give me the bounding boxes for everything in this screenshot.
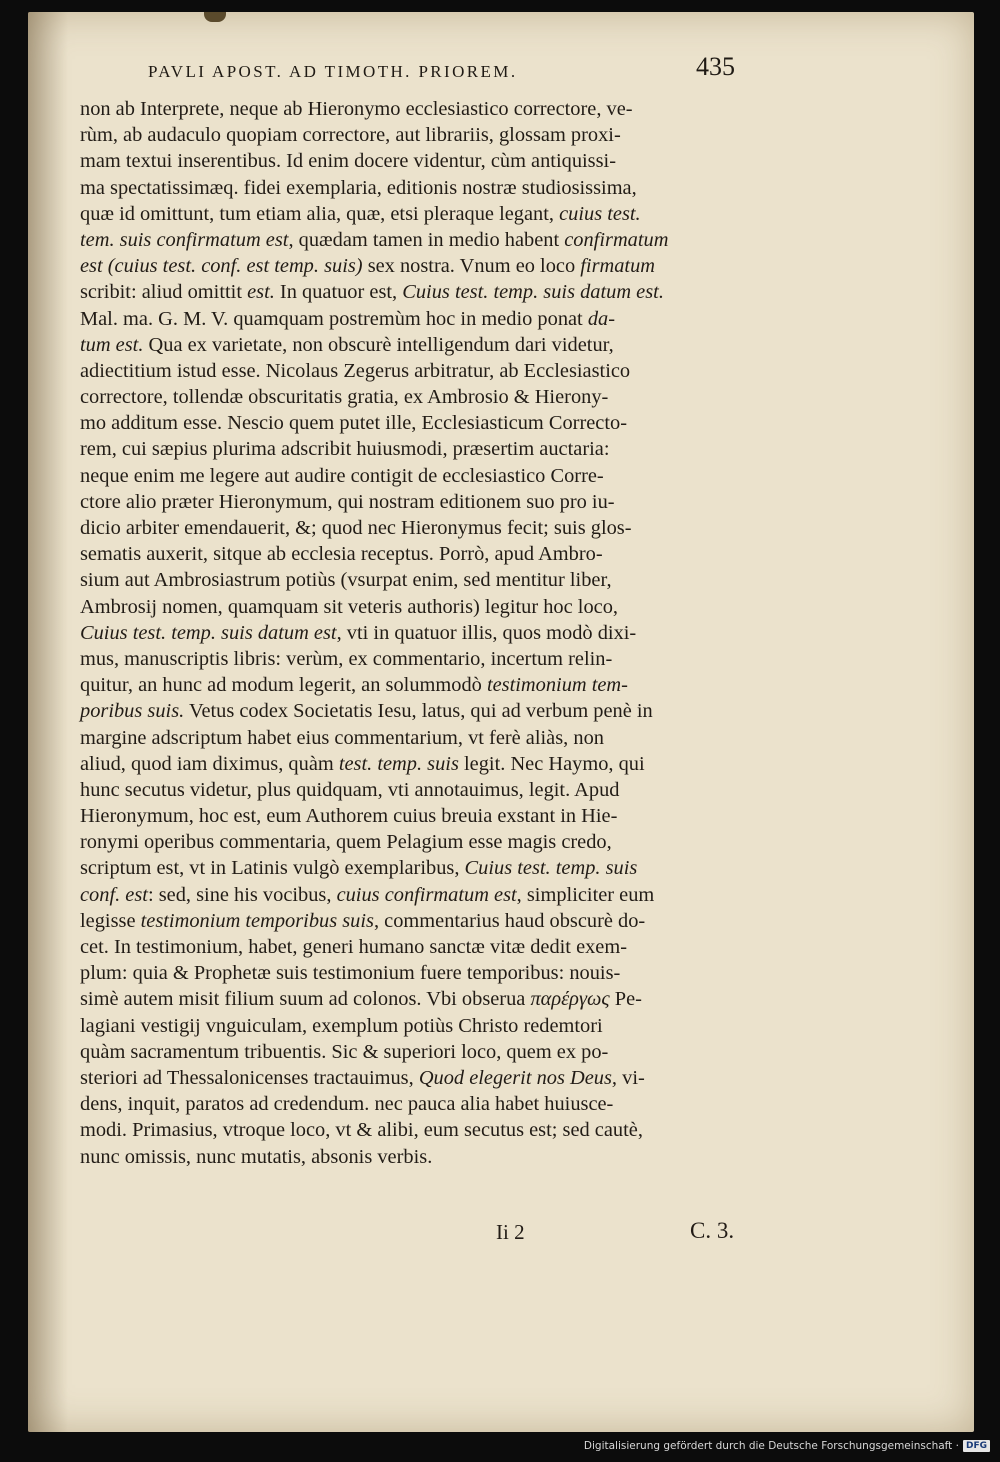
text-line xyxy=(80,594,752,620)
italic-run: cuius confirmatum est xyxy=(336,883,517,906)
text-line xyxy=(80,751,752,777)
text-line xyxy=(80,908,752,934)
text-run: rem, cui sæpius plurima adscribit huiusmodi, præsertim auctaria: xyxy=(80,438,610,461)
text-line xyxy=(80,201,752,227)
text-line xyxy=(80,332,752,358)
text-run: : sed, sine his vocibus, xyxy=(147,883,337,906)
text-run: quàm sacramentum tribuentis. Sic & superiori loco, quem ex po- xyxy=(80,1040,609,1063)
text-line xyxy=(80,672,752,698)
text-line xyxy=(80,227,752,253)
scanned-page xyxy=(28,12,974,1432)
italic-run: Cuius test. temp. suis datum est. xyxy=(402,281,664,304)
text-line xyxy=(80,463,752,489)
text-line xyxy=(80,960,752,986)
text-line xyxy=(80,96,752,122)
italic-run: Cuius test. temp. suis xyxy=(464,857,638,880)
text-line xyxy=(80,436,752,462)
text-line xyxy=(80,620,752,646)
credit-text: Digitalisierung gefördert durch die Deutsche Forschungsgemeinschaft · xyxy=(583,1440,959,1452)
text-line xyxy=(80,882,752,908)
text-line xyxy=(80,1144,752,1170)
italic-run: confirmatum xyxy=(564,228,669,251)
running-head: PAVLI APOST. AD TIMOTH. PRIOREM. xyxy=(148,62,518,81)
text-run: plum: quia & Prophetæ suis testimonium fuere temporibus: nouis- xyxy=(80,962,621,985)
text-run: Pe- xyxy=(609,988,642,1011)
text-line xyxy=(80,829,752,855)
signature-mark: Ii 2 xyxy=(496,1220,525,1244)
text-line xyxy=(80,148,752,174)
text-line xyxy=(80,725,752,751)
text-run: scribit: aliud omittit xyxy=(80,281,248,304)
text-run: legisse xyxy=(80,909,141,932)
italic-run: conf. est xyxy=(80,883,148,906)
italic-run: test. temp. suis xyxy=(338,752,459,775)
text-line xyxy=(80,306,752,332)
text-run: mus, manuscriptis libris: verùm, ex commentario, incertum relin- xyxy=(80,647,613,670)
text-line xyxy=(80,279,752,305)
text-run: sematis auxerit, sitque ab ecclesia receptus. Porrò, apud Ambro- xyxy=(80,543,603,566)
text-run: ma spectatissimæq. fidei exemplaria, editionis nostræ studiosissima, xyxy=(80,176,637,199)
text-line xyxy=(80,175,752,201)
text-line xyxy=(80,855,752,881)
text-line xyxy=(80,541,752,567)
text-run: mam textui inserentibus. Id enim docere videntur, cùm antiquissi- xyxy=(80,150,617,173)
text-line xyxy=(80,698,752,724)
text-run: steriori ad Thessalonicenses tractauimus, xyxy=(80,1066,419,1089)
text-run: lagiani vestigij vnguiculam, exemplum potiùs Christo redemtori xyxy=(80,1014,603,1037)
italic-run: Quod elegerit nos Deus, xyxy=(418,1066,618,1089)
text-run: nunc omissis, nunc mutatis, absonis verbis. xyxy=(80,1145,433,1168)
text-line xyxy=(80,410,752,436)
page-number: 435 xyxy=(696,52,735,81)
body-text xyxy=(80,96,752,1170)
text-line xyxy=(80,777,752,803)
text-line xyxy=(80,1065,752,1091)
page-binding-nail xyxy=(204,12,226,22)
text-run: Ambrosij nomen, quamquam sit veteris authoris) legitur hoc loco, xyxy=(80,595,618,618)
italic-run: cuius test. xyxy=(559,202,641,225)
text-run: scriptum est, vt in Latinis vulgò exemplaribus, xyxy=(80,857,465,880)
text-run: ctore alio præter Hieronymum, qui nostram editionem suo pro iu- xyxy=(80,490,615,513)
text-run: , simpliciter eum xyxy=(516,883,655,906)
digitization-credit xyxy=(584,1440,990,1452)
text-line xyxy=(80,803,752,829)
italic-run: Cuius test. temp. suis datum est xyxy=(80,621,337,644)
italic-run: παρέργως xyxy=(530,988,610,1011)
italic-run: testimonium tem- xyxy=(486,674,628,697)
italic-run: da- xyxy=(587,307,616,330)
text-run: legit. Nec Haymo, qui xyxy=(458,752,645,775)
text-line xyxy=(80,1039,752,1065)
text-run: , vti in quatuor illis, quos modò dixi- xyxy=(336,621,637,644)
text-line xyxy=(80,384,752,410)
text-run: quæ id omittunt, tum etiam alia, quæ, etsi pleraque legant, xyxy=(80,202,560,225)
text-run: Qua ex varietate, non obscurè intelligendum dari videtur, xyxy=(143,333,614,356)
italic-run: tem. suis confirmatum est xyxy=(80,228,289,251)
text-run: cet. In testimonium, habet, generi humano sanctæ vitæ dedit exem- xyxy=(80,936,628,958)
text-run: adiectitium istud esse. Nicolaus Zegerus arbitratur, ab Ecclesiastico xyxy=(80,359,631,382)
text-run: vi- xyxy=(617,1066,645,1089)
text-line xyxy=(80,358,752,384)
text-run: neque enim me legere aut audire contigit de ecclesiastico Corre- xyxy=(80,464,604,487)
text-line xyxy=(80,934,752,960)
text-line xyxy=(80,253,752,279)
catchword: C. 3. xyxy=(690,1218,735,1243)
italic-run: est (cuius test. conf. est temp. suis) xyxy=(80,255,363,278)
italic-run: firmatum xyxy=(580,255,656,278)
text-run: quitur, an hunc ad modum legerit, an solummodò xyxy=(80,674,487,697)
text-line xyxy=(80,122,752,148)
text-line xyxy=(80,1013,752,1039)
italic-run: poribus suis. xyxy=(80,700,185,723)
italic-run: est. xyxy=(247,281,275,304)
text-line xyxy=(80,1091,752,1117)
text-run: , quædam tamen in medio habent xyxy=(288,228,565,251)
text-run: hunc secutus videtur, plus quidquam, vti annotauimus, legit. Apud xyxy=(80,778,620,801)
italic-run: tum est. xyxy=(80,333,144,356)
text-line xyxy=(80,515,752,541)
text-line xyxy=(80,986,752,1012)
text-run: sium aut Ambrosiastrum potiùs (vsurpat enim, sed mentitur liber, xyxy=(80,569,612,592)
text-run: , commentarius haud obscurè do- xyxy=(373,909,646,932)
text-run: correctore, tollendæ obscuritatis gratia, ex Ambrosio & Hierony- xyxy=(80,386,609,409)
text-run: Mal. ma. G. M. V. quamquam postremùm hoc in medio ponat xyxy=(80,307,588,330)
text-run: aliud, quod iam diximus, quàm xyxy=(80,752,339,775)
text-run: margine adscriptum habet eius commentarium, vt ferè aliàs, non xyxy=(80,726,604,749)
text-run: Vetus codex Societatis Iesu, latus, qui ad verbum penè in xyxy=(184,700,653,723)
text-run: modi. Primasius, vtroque loco, vt & alibi, eum secutus est; sed cautè, xyxy=(80,1119,643,1142)
dfg-logo: DFG xyxy=(963,1440,990,1452)
text-run: rùm, ab audaculo quopiam correctore, aut librariis, glossam proxi- xyxy=(80,124,621,147)
text-run: In quatuor est, xyxy=(274,281,403,304)
italic-run: testimonium temporibus suis xyxy=(140,909,374,932)
text-run: sex nostra. Vnum eo loco xyxy=(362,255,581,278)
text-run: dicio arbiter emendauerit, &; quod nec Hieronymus fecit; suis glos- xyxy=(80,517,632,539)
text-line xyxy=(80,646,752,672)
text-run: ronymi operibus commentaria, quem Pelagium esse magis credo, xyxy=(80,831,612,854)
text-line xyxy=(80,489,752,515)
text-line xyxy=(80,1117,752,1143)
text-run: mo additum esse. Nescio quem putet ille, Ecclesiasticum Correcto- xyxy=(80,412,627,435)
text-run: Hieronymum, hoc est, eum Authorem cuius breuia exstant in Hie- xyxy=(80,805,618,828)
text-run: simè autem misit filium suum ad colonos. Vbi obserua xyxy=(80,988,531,1011)
text-line xyxy=(80,567,752,593)
text-run: dens, inquit, paratos ad credendum. nec pauca alia habet huiusce- xyxy=(80,1093,614,1116)
text-run: non ab Interprete, neque ab Hieronymo ecclesiastico correctore, ve- xyxy=(80,98,633,120)
